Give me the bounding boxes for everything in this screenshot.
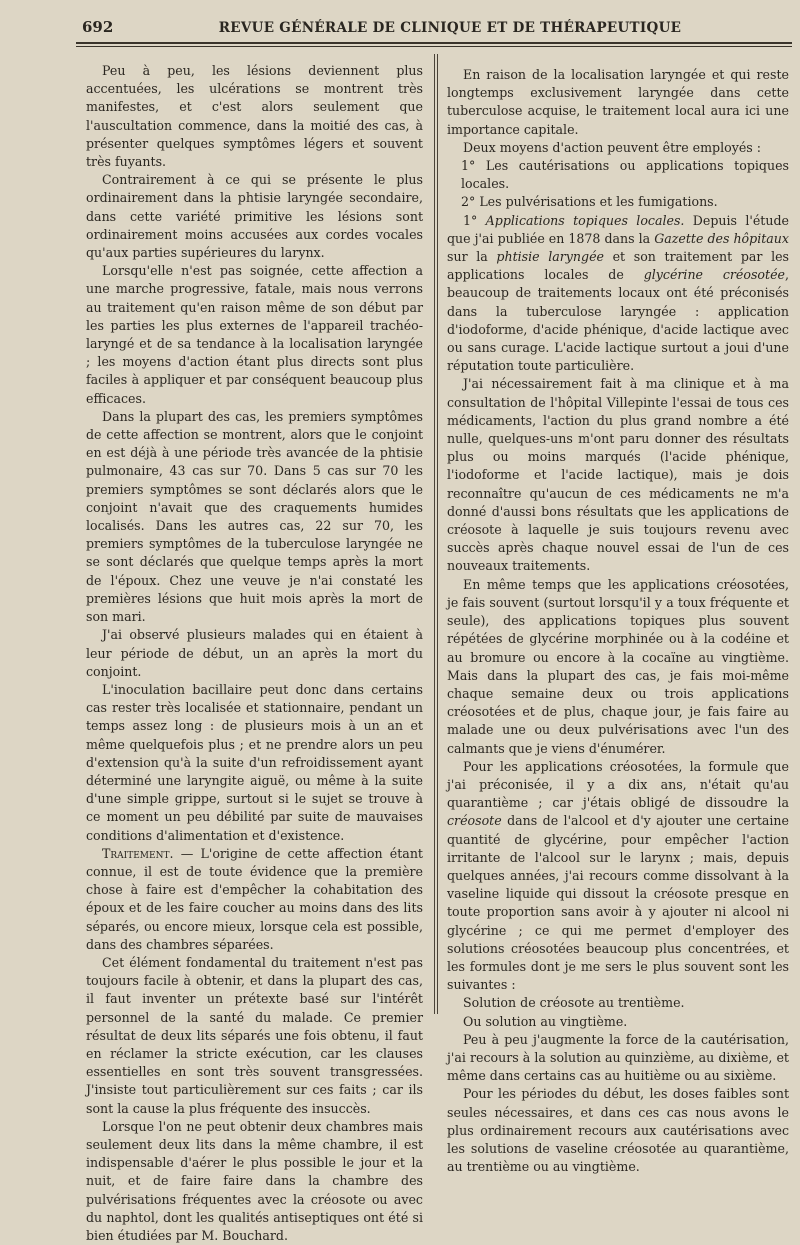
paragraph: Peu à peu j'augmente la force de la cautérisation, j'ai recours à la solution au quinzième, au dixième, et même dans certains cas au huitième ou au sixième. — [447, 1031, 789, 1084]
running-header — [0, 14, 800, 44]
numbering: 1° — [463, 212, 486, 228]
treatment-paragraph — [86, 845, 423, 954]
paragraph: Cet élément fondamental du traitement n'est pas toujours facile à obtenir, et dans la plupart des cas, il faut inventer un prétexte basé sur l'intérêt personnel de la santé du malade. Ce premier résultat de deux lits séparés une fois obtenu, il faut en réclamer la stricte exécution, car les clauses essentielles en sont très souvent transgressées. J'insiste tout particulièrement sur ces faits ; car ils sont la cause la plus fréquente des insuccès. — [86, 954, 423, 1116]
column-divider-second — [437, 54, 438, 1014]
disease-term: phtisie laryngée — [496, 249, 604, 265]
right-column — [447, 66, 789, 1176]
paragraph: L'inoculation bacillaire peut donc dans certains cas rester très localisée et stationnaire, pendant un temps assez long : de plusieurs mois à un an et même quelquefois plus ; et ne prendre alors un peu d'extension qu'à la suite d'un refroidissement ayant déterminé une laryngite aiguë, ou même à la suite d'une simple grippe, surtout si le sujet se trouve à ce moment un peu débilité par suite de mauvaises conditions d'alimentation et d'existence. — [86, 681, 423, 843]
header-rule — [76, 42, 792, 44]
list-item: 1° Les cautérisations ou applications topiques locales. — [461, 158, 789, 192]
paragraph: Contrairement à ce qui se présente le plus ordinairement dans la phtisie laryngée secondaire, dans cette variété primitive les lésions sont ordinairement moins accusées aux cordes vocales qu'aux parties supérieures du larynx. — [86, 172, 423, 261]
left-column — [86, 62, 423, 1245]
list-item: 2° Les pulvérisations et les fumigations. — [461, 194, 718, 210]
page-number: 692 — [82, 18, 114, 36]
running-title: REVUE GÉNÉRALE DE CLINIQUE ET DE THÉRAPEUTIQUE — [218, 20, 682, 36]
paragraph: En raison de la localisation laryngée et qui reste longtemps exclusivement laryngée dans cette tuberculose acquise, le traitement local aura ici une importance capitale. — [447, 67, 789, 137]
subsection-title: Applications topiques locales. — [485, 212, 685, 228]
paragraph: Pour les périodes du début, les doses faibles sont seules nécessaires, et dans ces cas nous avons le plus ordinairement recours aux cautérisations avec les solutions de vaseline créosotée au quarantième, au trentième ou au vingtième. — [447, 1086, 789, 1175]
drug-term: créosote — [447, 813, 502, 829]
header-rule-thin — [76, 46, 792, 47]
journal-title: Gazette des hôpitaux — [654, 230, 790, 246]
section-label: Traitement. — [102, 845, 174, 861]
paragraph — [447, 212, 789, 376]
paragraph: Lorsqu'elle n'est pas soignée, cette affection a une marche progressive, fatale, mais nous verrons au traitement qu'en raison même de son début par les parties les plus externes de l'appareil trachéo-laryngé et de sa tendance à la localisation laryngée ; les moyens d'action étant plus directs sont plus faciles à appliquer et par conséquent beaucoup plus efficaces. — [86, 263, 423, 406]
treatment-text: — L'origine de cette affection étant connue, il est de toute évidence que la première chose à faire est d'empêcher la cohabitation des époux et de les faire coucher au moins dans des lits séparés, ou encore mieux, lorsque cela est possible, dans des chambres séparées. — [86, 845, 423, 952]
formula: Ou solution au vingtième. — [463, 1013, 628, 1029]
text-run: Depuis l'étude que j'ai publiée en 1878 dans la — [447, 212, 789, 246]
paragraph: J'ai observé plusieurs malades qui en étaient à leur période de début, un an après la mort du conjoint. — [86, 627, 423, 679]
paragraph: Lorsque l'on ne peut obtenir deux chambres mais seulement deux lits dans la même chambre, il est indispensable d'aérer le plus possible le jour et la nuit, et de faire faire dans la chambre des pulvérisations fréquentes avec la créosote ou avec du naphtol, dont les qualités antiseptiques ont été si bien étudiées par M. Bouchard. — [86, 1118, 423, 1243]
column-divider — [434, 54, 435, 1014]
text-run: et son traitement par les applications locales de — [447, 249, 790, 283]
text-run: Pour les applications créosotées, la formule que j'ai préconisée, il y a dix ans, n'était qu'au quarantième ; car j'étais obligé de dissoudre la — [447, 758, 789, 811]
paragraph — [447, 758, 789, 995]
formula: Solution de créosote au trentième. — [463, 995, 685, 1011]
text-run: sur la — [447, 249, 497, 265]
text-run: dans de l'alcool et d'y ajouter une certaine quantité de glycérine, pour empêcher l'action irritante de l'alcool sur le larynx ; mais, depuis quelques années, j'ai recours comme dissolvant à la vaseline liquide qui dissout la créosote presque en toute proportion sans avoir à y ajouter ni alcool ni glycérine ; ce qui me permet d'employer des solutions créosotées beaucoup plus concentrées, et les formules dont je me sers le plus souvent sont les suivantes : — [447, 813, 789, 993]
paragraph: Peu à peu, les lésions deviennent plus accentuées, les ulcérations se montrent très manifestes, et c'est alors seulement que l'auscultation commence, dans la moitié des cas, à présenter quelques symptômes légers et souvent très fuyants. — [86, 63, 423, 170]
paragraph: En même temps que les applications créosotées, je fais souvent (surtout lorsqu'il y a toux fréquente et seule), des applications topiques plus souvent répétées de glycérine morphinée ou à la codéine et au bromure ou encore à la cocaïne au vingtième. Mais dans la plupart des cas, je fais moi-même chaque semaine deux ou trois applications créosotées et de plus, chaque jour, je fais faire au malade une ou deux pulvérisations avec l'un des calmants que je viens d'énumérer. — [447, 576, 789, 756]
paragraph: Dans la plupart des cas, les premiers symptômes de cette affection se montrent, alors que le conjoint en est déjà à une période très avancée de la phtisie pulmonaire, 43 cas sur 70. Dans 5 cas sur 70 les premiers symptômes se sont déclarés alors que le conjoint n'avait que des craquements humides localisés. Dans les autres cas, 22 sur 70, les premiers symptômes de la tuberculose laryngée ne se sont déclarés que quelque temps après la mort de l'époux. Chez une veuve je n'ai constaté les premières lésions que huit mois après la mort de son mari. — [86, 408, 423, 625]
paragraph: J'ai nécessairement fait à ma clinique et à ma consultation de l'hôpital Villepinte l'essai de tous ces médicaments, l'action du plus grand nombre a été nulle, quelques-uns m'ont paru donner des résultats plus ou moins marqués (l'acide phénique, l'iodoforme et l'acide lactique), mais je dois reconnaître qu'aucun de ces médicaments ne m'a donné d'aussi bons résultats que les applications de créosote à laquelle je suis toujours revenu avec succès après chaque nouvel essai de l'un de ces nouveaux traitements. — [447, 376, 789, 574]
text-run: , beaucoup de traitements locaux ont été préconisés dans la tuberculose laryngée : application d'iodoforme, d'acide phénique, d'acide lactique avec ou sans curage. L'acide lactique surtout a joui d'une réputation toute particulière. — [447, 267, 789, 374]
paragraph: Deux moyens d'action peuvent être employés : — [463, 139, 762, 155]
drug-term: glycérine créosotée — [643, 267, 785, 283]
